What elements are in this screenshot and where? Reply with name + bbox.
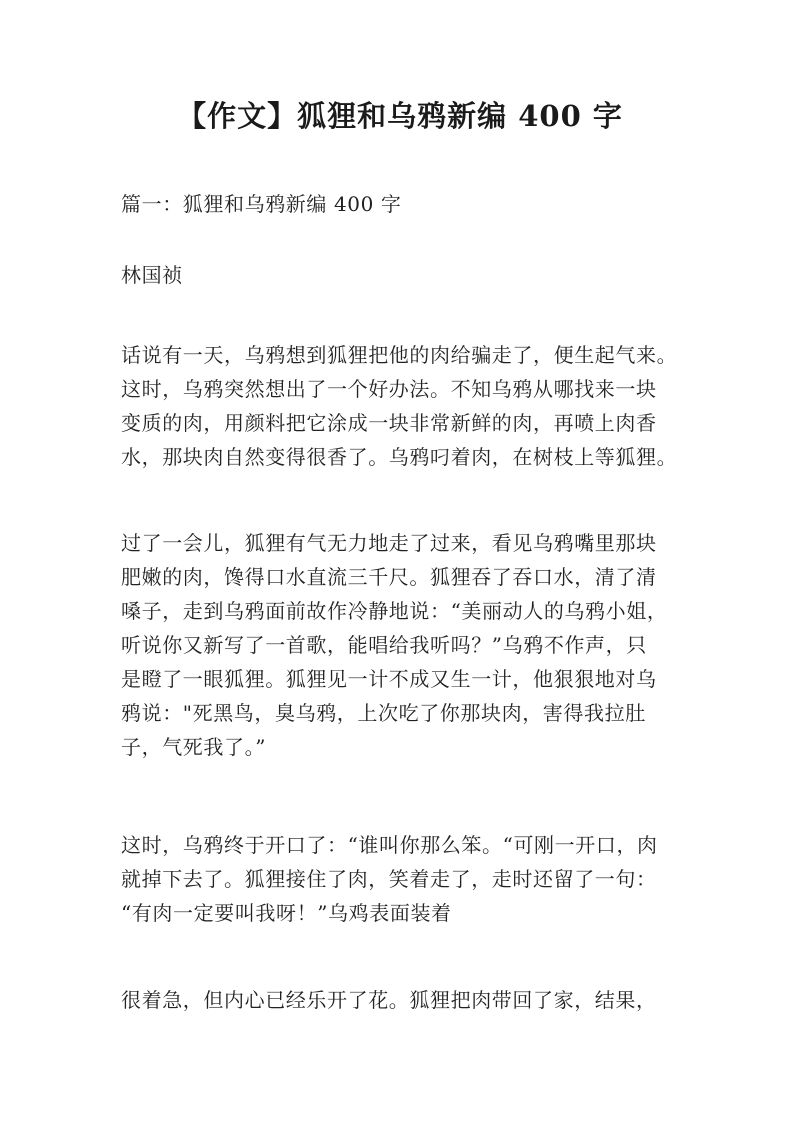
paragraph-line: 听说你又新写了一首歌，能唱给我听吗？”乌鸦不作声，只 (121, 633, 647, 657)
paragraph-line: 这时，乌鸦突然想出了一个好办法。不知乌鸦从哪找来一块 (121, 377, 657, 401)
paragraph-line: 很着急，但内心已经乐开了花。狐狸把肉带回了家，结果， (121, 988, 657, 1012)
paragraph-4 (121, 983, 701, 1017)
paragraph-line: 话说有一天，乌鸦想到狐狸把他的肉给骗走了，便生起气来。 (121, 343, 678, 367)
subtitle-text: 篇一：狐狸和乌鸦新编 400 字 (121, 192, 402, 216)
paragraph-3 (121, 828, 701, 930)
paragraph-2 (121, 526, 701, 764)
paragraph-line: 过了一会儿，狐狸有气无力地走了过来，看见乌鸦嘴里那块 (121, 531, 657, 555)
paragraph-line: 鸦说："死黑鸟，臭乌鸦，上次吃了你那块肉，害得我拉肚 (121, 701, 646, 725)
paragraph-line: 肥嫩的肉，馋得口水直流三千尺。狐狸吞了吞口水，清了清 (121, 565, 657, 589)
paragraph-line: 嗓子，走到乌鸦面前故作冷静地说：“美丽动人的乌鸦小姐， (121, 599, 668, 623)
paragraph-line: 子，气死我了。” (121, 735, 267, 759)
paragraph-line: 这时，乌鸦终于开口了：“谁叫你那么笨。“可刚一开口，肉 (121, 833, 658, 857)
paragraph-1 (121, 338, 701, 474)
author-text: 林国祯 (121, 263, 183, 287)
paragraph-line: 是瞪了一眼狐狸。狐狸见一计不成又生一计，他狠狠地对乌 (121, 667, 657, 691)
paragraph-line: 就掉下去了。狐狸接住了肉，笑着走了，走时还留了一句： (121, 867, 657, 891)
document-title: 【作文】狐狸和乌鸦新编 400 字 (177, 99, 623, 133)
author-name (121, 258, 701, 292)
document-subtitle (121, 187, 701, 221)
paragraph-line: “有肉一定要叫我呀！”乌鸡表面装着 (121, 901, 452, 925)
paragraph-line: 水，那块肉自然变得很香了。乌鸦叼着肉，在树枝上等狐狸。 (121, 445, 678, 469)
paragraph-line: 变质的肉，用颜料把它涂成一块非常新鲜的肉，再喷上肉香 (121, 411, 657, 435)
